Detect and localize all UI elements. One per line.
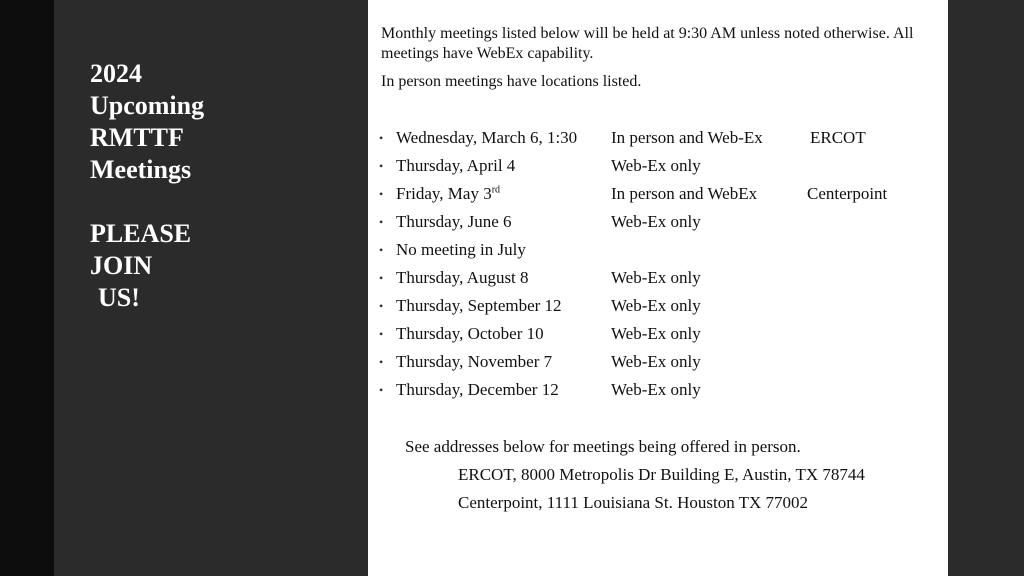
bullet-icon: • bbox=[379, 243, 384, 257]
date-ordinal-suffix: rd bbox=[491, 184, 501, 196]
meeting-date: No meeting in July bbox=[396, 240, 526, 259]
meeting-date: Thursday, August 8 bbox=[396, 268, 529, 287]
meeting-mode: Web-Ex only bbox=[611, 296, 701, 315]
bullet-icon: • bbox=[379, 215, 384, 229]
meeting-mode: Web-Ex only bbox=[611, 324, 701, 343]
meeting-mode: In person and Web-Ex bbox=[611, 128, 763, 147]
bullet-icon: • bbox=[379, 159, 384, 173]
bullet-icon: • bbox=[379, 187, 384, 201]
meeting-location: ERCOT bbox=[810, 128, 866, 147]
cta-line-us: US! bbox=[98, 283, 140, 312]
cta-line-join: JOIN bbox=[90, 251, 153, 280]
title-spacer bbox=[90, 186, 204, 218]
meeting-date: Thursday, November 7 bbox=[396, 352, 553, 371]
meeting-mode: In person and WebEx bbox=[611, 184, 758, 203]
title-line-year: 2024 bbox=[90, 59, 142, 88]
meeting-date: Thursday, September 12 bbox=[396, 296, 562, 315]
content-area bbox=[368, 0, 948, 576]
meeting-date: Thursday, June 6 bbox=[396, 212, 512, 231]
address-note: See addresses below for meetings being offered in person. bbox=[405, 437, 801, 456]
meeting-date-text: Friday, May 3 bbox=[396, 184, 492, 203]
meeting-date: Thursday, December 12 bbox=[396, 380, 559, 399]
intro-line-schedule: Monthly meetings listed below will be held at 9:30 AM unless noted otherwise. All meetings have WebEx capability. bbox=[381, 25, 914, 62]
meeting-date: Wednesday, March 6, 1:30 bbox=[396, 128, 578, 147]
title-line-upcoming: Upcoming bbox=[90, 91, 205, 120]
meeting-mode: Web-Ex only bbox=[611, 268, 701, 287]
meeting-date bbox=[396, 180, 500, 208]
meeting-mode: Web-Ex only bbox=[611, 352, 701, 371]
title-line-meetings: Meetings bbox=[90, 155, 192, 184]
meeting-location: Centerpoint bbox=[807, 184, 888, 203]
address-centerpoint: Centerpoint, 1111 Louisiana St. Houston TX 77002 bbox=[458, 493, 809, 512]
title-line-rmttf: RMTTF bbox=[90, 123, 184, 152]
meeting-date: Thursday, April 4 bbox=[396, 156, 516, 175]
bullet-icon: • bbox=[379, 327, 384, 341]
meeting-mode: Web-Ex only bbox=[611, 212, 701, 231]
bullet-icon: • bbox=[379, 271, 384, 285]
bullet-icon: • bbox=[379, 299, 384, 313]
bullet-icon: • bbox=[379, 383, 384, 397]
cta-line-please: PLEASE bbox=[90, 219, 192, 248]
address-ercot: ERCOT, 8000 Metropolis Dr Building E, Austin, TX 78744 bbox=[458, 465, 865, 484]
meeting-date: Thursday, October 10 bbox=[396, 324, 544, 343]
meeting-mode: Web-Ex only bbox=[611, 156, 701, 175]
meeting-mode: Web-Ex only bbox=[611, 380, 701, 399]
slide-title bbox=[90, 58, 204, 314]
right-dark-strip bbox=[948, 0, 1024, 576]
intro-text bbox=[381, 24, 941, 92]
intro-line-locations: In person meetings have locations listed. bbox=[381, 73, 642, 90]
bullet-icon: • bbox=[379, 131, 384, 145]
left-dark-strip bbox=[0, 0, 54, 576]
bullet-icon: • bbox=[379, 355, 384, 369]
